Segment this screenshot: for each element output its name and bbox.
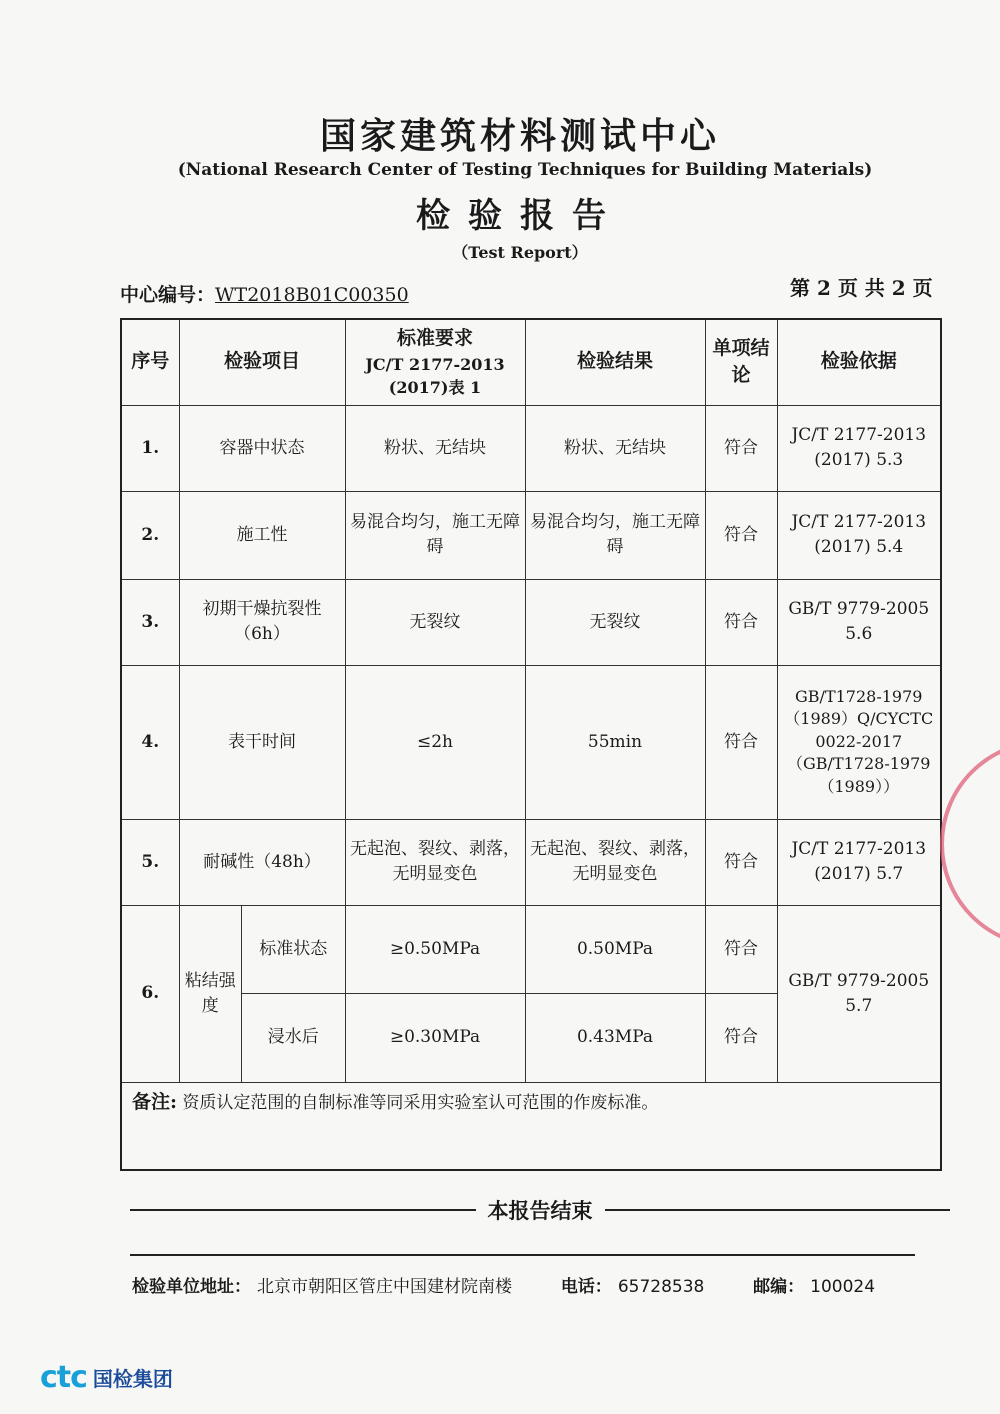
row-item: 容器中状态 bbox=[179, 405, 345, 491]
header-seq: 序号 bbox=[121, 319, 179, 405]
red-seal-stamp bbox=[940, 740, 1000, 948]
zip-label: 邮编： bbox=[753, 1277, 805, 1297]
test-results-table bbox=[120, 318, 942, 1171]
header-basis: 检验依据 bbox=[777, 319, 941, 405]
row-standard: ≥0.30MPa bbox=[345, 994, 525, 1083]
header-standard-code: JC/T 2177-2013 bbox=[365, 354, 505, 374]
row-item: 表干时间 bbox=[179, 665, 345, 819]
row-standard: ≥0.50MPa bbox=[345, 905, 525, 994]
phone-label: 电话： bbox=[560, 1277, 612, 1297]
center-title-english: (National Research Center of Testing Techniques for Building Materials) bbox=[177, 160, 873, 180]
row-conclusion: 符合 bbox=[705, 405, 777, 491]
header-standard-table: (2017)表 1 bbox=[388, 378, 482, 398]
remark-text: 资质认定范围的自制标准等同采用实验室认可范围的作废标准。 bbox=[182, 1092, 659, 1113]
table-row bbox=[121, 665, 941, 819]
ctc-logo-name: 国检集团 bbox=[92, 1367, 173, 1391]
report-end-text: 本报告结束 bbox=[476, 1198, 605, 1223]
address-label: 检验单位地址： bbox=[132, 1277, 251, 1297]
row-result: 无裂纹 bbox=[525, 579, 705, 665]
footer-info bbox=[132, 1272, 881, 1297]
bond-strength-label: 粘结强度 bbox=[180, 906, 242, 1082]
row-standard: 无起泡、裂纹、剥落，无明显变色 bbox=[345, 819, 525, 905]
phone-value: 65728538 bbox=[617, 1277, 705, 1297]
center-number bbox=[120, 280, 409, 307]
row-basis: GB/T1728-1979（1989）Q/CYCTC 0022-2017（GB/T1728-1979（1989）） bbox=[777, 665, 941, 819]
row-standard: 粉状、无结块 bbox=[345, 405, 525, 491]
row-item: 施工性 bbox=[179, 491, 345, 579]
table-header-row bbox=[121, 319, 941, 405]
row-result: 粉状、无结块 bbox=[525, 405, 705, 491]
sub-item-label: 浸水后 bbox=[267, 1027, 319, 1048]
table-row bbox=[121, 579, 941, 665]
row-result: 易混合均匀，施工无障碍 bbox=[525, 491, 705, 579]
row-standard: 易混合均匀，施工无障碍 bbox=[345, 491, 525, 579]
table-row bbox=[121, 491, 941, 579]
row-result: 55min bbox=[525, 665, 705, 819]
row-item: 耐碱性（48h） bbox=[179, 819, 345, 905]
zip-value: 100024 bbox=[810, 1277, 876, 1297]
row-conclusion: 符合 bbox=[705, 994, 777, 1083]
address-value: 北京市朝阳区管庄中国建材院南楼 bbox=[257, 1277, 512, 1297]
table-row bbox=[121, 905, 941, 994]
center-title: 国家建筑材料测试中心 bbox=[319, 115, 720, 157]
row-conclusion: 符合 bbox=[705, 491, 777, 579]
header-result: 检验结果 bbox=[525, 319, 705, 405]
remark-row bbox=[121, 1082, 941, 1170]
report-title: 检验报告 bbox=[416, 196, 624, 236]
row-standard: ≤2h bbox=[345, 665, 525, 819]
row-basis: JC/T 2177-2013 (2017) 5.7 bbox=[777, 819, 941, 905]
row-basis: GB/T 9779-2005 5.6 bbox=[777, 579, 941, 665]
row-result: 0.50MPa bbox=[525, 905, 705, 994]
row-item-group bbox=[179, 905, 345, 1082]
row-conclusion: 符合 bbox=[705, 819, 777, 905]
row-seq: 6. bbox=[121, 905, 179, 1082]
center-number-label: 中心编号： bbox=[120, 284, 216, 306]
row-conclusion: 符合 bbox=[705, 905, 777, 994]
row-seq: 4. bbox=[121, 665, 179, 819]
row-seq: 2. bbox=[121, 491, 179, 579]
row-basis: JC/T 2177-2013 (2017) 5.3 bbox=[777, 405, 941, 491]
ctc-logo-mark: ctc bbox=[40, 1360, 87, 1395]
header-item: 检验项目 bbox=[179, 319, 345, 405]
row-seq: 3. bbox=[121, 579, 179, 665]
header-conclusion: 单项结论 bbox=[705, 319, 777, 405]
header-standard bbox=[345, 319, 525, 405]
report-title-english: （Test Report） bbox=[452, 243, 588, 262]
row-basis: JC/T 2177-2013 (2017) 5.4 bbox=[777, 491, 941, 579]
row-item: 初期干燥抗裂性（6h） bbox=[179, 579, 345, 665]
header-standard-title: 标准要求 bbox=[396, 327, 473, 350]
table-row bbox=[121, 819, 941, 905]
row-seq: 1. bbox=[121, 405, 179, 491]
row-basis: GB/T 9779-2005 5.7 bbox=[777, 905, 941, 1082]
remark-cell bbox=[121, 1082, 941, 1170]
bond-strength-subtable bbox=[180, 906, 345, 1082]
report-end bbox=[130, 1195, 950, 1225]
remark-label: 备注: bbox=[132, 1090, 178, 1113]
row-standard: 无裂纹 bbox=[345, 579, 525, 665]
table-row bbox=[121, 405, 941, 491]
row-result: 0.43MPa bbox=[525, 994, 705, 1083]
footer-divider bbox=[130, 1254, 915, 1256]
ctc-logo bbox=[40, 1360, 173, 1395]
sub-item-label: 标准状态 bbox=[242, 906, 345, 994]
row-result: 无起泡、裂纹、剥落，无明显变色 bbox=[525, 819, 705, 905]
row-conclusion: 符合 bbox=[705, 665, 777, 819]
row-conclusion: 符合 bbox=[705, 579, 777, 665]
center-number-value: WT2018B01C00350 bbox=[215, 284, 409, 306]
page-info: 第 2 页 共 2 页 bbox=[790, 276, 933, 300]
row-seq: 5. bbox=[121, 819, 179, 905]
